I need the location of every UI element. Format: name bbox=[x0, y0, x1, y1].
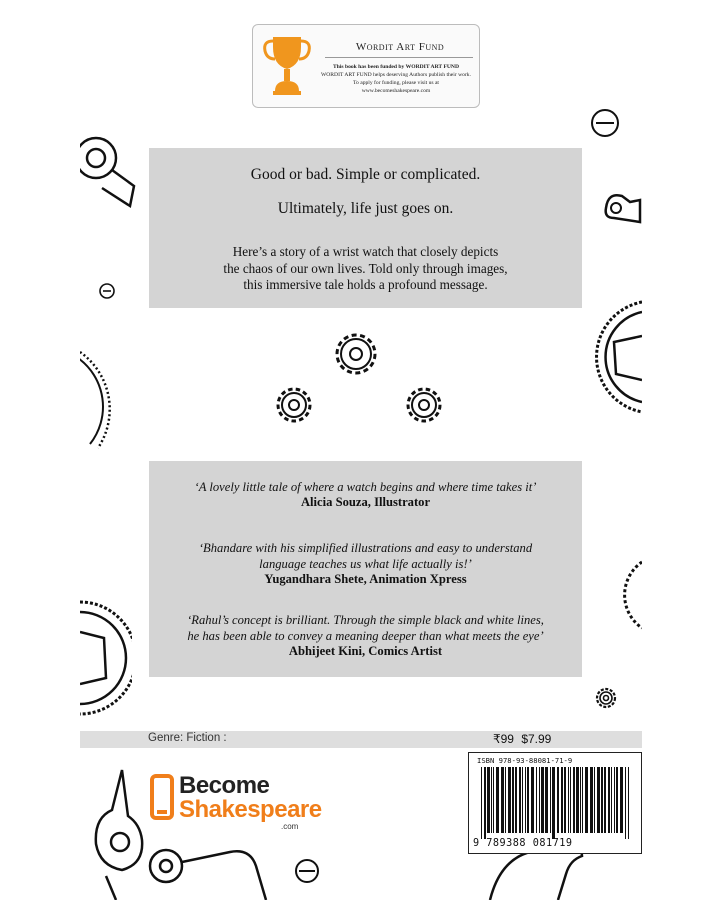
trophy-icon bbox=[261, 33, 313, 103]
blurb-line: this immersive tale holds a profound message. bbox=[243, 277, 488, 292]
barcode-bar bbox=[614, 767, 615, 833]
barcode-bar bbox=[585, 767, 588, 833]
barcode-bars bbox=[481, 767, 631, 839]
screw-icon bbox=[294, 858, 320, 884]
barcode-bar bbox=[484, 767, 486, 839]
screw-icon bbox=[590, 108, 620, 138]
barcode bbox=[468, 752, 642, 854]
logo-word: Become bbox=[179, 772, 270, 799]
barcode-bar bbox=[522, 767, 523, 833]
barcode-bar bbox=[561, 767, 563, 833]
wheel-icon bbox=[594, 298, 642, 416]
barcode-bar bbox=[625, 767, 626, 839]
barcode-bar bbox=[576, 767, 579, 833]
tagline: Good or bad. Simple or complicated. bbox=[250, 166, 481, 183]
isbn-label: ISBN 978-93-88081-71-9 bbox=[477, 756, 573, 765]
reviews-box bbox=[149, 461, 582, 677]
barcode-bar bbox=[519, 767, 521, 833]
barcode-bar bbox=[493, 767, 494, 833]
barcode-bar bbox=[552, 767, 555, 839]
barcode-bar bbox=[628, 767, 629, 839]
blurb-line: Here’s a story of a wrist watch that closely depicts bbox=[232, 244, 499, 259]
review-quote: ‘Bhandare with his simplified illustrations and easy to understand bbox=[198, 541, 533, 555]
tagline: Ultimately, life just goes on. bbox=[277, 200, 454, 217]
ean-digits: 9 789388 081719 bbox=[473, 838, 573, 849]
fund-line: This book has been funded by WORDIT ART FUND bbox=[332, 64, 459, 70]
review-quote: ‘A lovely little tale of where a watch begins and where time takes it’ bbox=[194, 480, 537, 494]
barcode-bar bbox=[505, 767, 506, 833]
fund-line: To apply for funding, please visit us at bbox=[353, 80, 439, 86]
genre-label: Genre: Fiction : bbox=[148, 732, 227, 744]
barcode-bar bbox=[573, 767, 575, 833]
review-author: Abhijeet Kini, Comics Artist bbox=[288, 644, 443, 658]
barcode-bar bbox=[594, 767, 595, 833]
barcode-bar bbox=[611, 767, 612, 833]
barcode-bar bbox=[568, 767, 569, 833]
screw-icon bbox=[98, 282, 116, 300]
gear-icon bbox=[402, 383, 446, 427]
barcode-bar bbox=[525, 767, 526, 833]
barcode-bar bbox=[515, 767, 517, 833]
barcode-bar bbox=[620, 767, 623, 833]
barcode-bar bbox=[501, 767, 504, 833]
barcode-bar bbox=[557, 767, 559, 833]
gear-arc-icon bbox=[600, 560, 642, 630]
barcode-bar bbox=[512, 767, 514, 833]
lever-part-icon bbox=[600, 188, 642, 226]
divider bbox=[325, 57, 473, 58]
logo-domain: .com bbox=[281, 822, 299, 831]
fund-title: Wordit Art Fund bbox=[355, 41, 445, 53]
barcode-bar bbox=[597, 767, 600, 833]
gear-icon bbox=[330, 328, 382, 380]
barcode-bar bbox=[545, 767, 548, 833]
small-gear-icon bbox=[592, 684, 620, 712]
blurb-line: the chaos of our own lives. Told only through images, bbox=[223, 260, 508, 276]
book-icon bbox=[150, 774, 174, 820]
barcode-bar bbox=[601, 767, 603, 833]
info-bar bbox=[80, 731, 642, 748]
barcode-bar bbox=[539, 767, 540, 833]
fund-line: WORDIT ART FUND helps deserving Authors publish their work. bbox=[320, 72, 471, 78]
barcode-bar bbox=[496, 767, 499, 833]
barcode-bar bbox=[550, 767, 551, 833]
review-quote: ‘Rahul’s concept is brilliant. Through the simple black and white lines, bbox=[187, 613, 544, 627]
barcode-bar bbox=[564, 767, 566, 833]
summary-box bbox=[149, 148, 582, 308]
barcode-bar bbox=[616, 767, 618, 833]
fund-badge bbox=[252, 24, 480, 108]
review-author: Yugandhara Shete, Animation Xpress bbox=[264, 572, 467, 586]
fund-url: www.becomeshakespeare.com bbox=[361, 88, 431, 94]
review-author: Alicia Souza, Illustrator bbox=[300, 495, 431, 509]
barcode-bar bbox=[582, 767, 583, 833]
review-quote: he has been able to convey a meaning deeper than what meets the eye’ bbox=[187, 629, 544, 643]
barcode-bar bbox=[608, 767, 610, 833]
barcode-bar bbox=[536, 767, 537, 833]
barcode-bar bbox=[531, 767, 534, 833]
gear-icon bbox=[272, 383, 316, 427]
wheel-icon bbox=[80, 598, 132, 718]
logo-word: Shakespeare bbox=[179, 796, 322, 823]
price-label: ₹99 $7.99 bbox=[493, 732, 552, 746]
barcode-bar bbox=[491, 767, 492, 833]
gear-arc-icon bbox=[80, 348, 116, 458]
barcode-bar bbox=[604, 767, 606, 833]
review-quote: language teaches us what life actually is!’ bbox=[259, 557, 472, 571]
barcode-bar bbox=[487, 767, 490, 833]
hook-part-icon bbox=[138, 838, 278, 900]
barcode-bar bbox=[590, 767, 593, 833]
publisher-logo bbox=[150, 770, 350, 830]
barcode-bar bbox=[508, 767, 511, 833]
bracket-part-icon bbox=[80, 128, 152, 218]
barcode-bar bbox=[580, 767, 581, 833]
barcode-bar bbox=[481, 767, 482, 839]
barcode-bar bbox=[570, 767, 571, 833]
barcode-bar bbox=[541, 767, 544, 833]
barcode-bar bbox=[527, 767, 529, 833]
